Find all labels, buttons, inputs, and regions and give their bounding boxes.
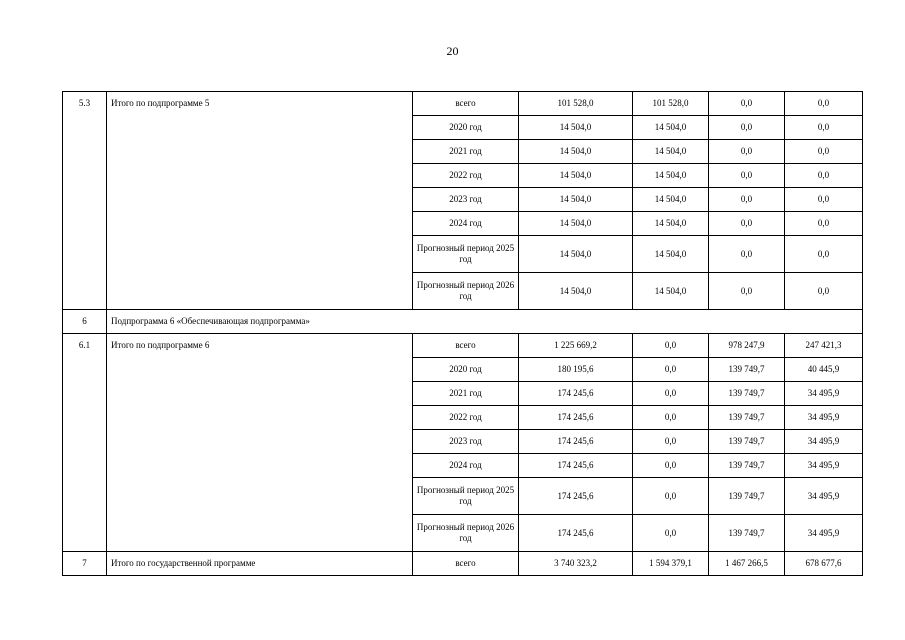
value-cell: 139 749,7 <box>709 406 785 430</box>
period-cell: 2020 год <box>413 358 519 382</box>
period-cell: Прогнозный период 2025 год <box>413 236 519 273</box>
total-cell: 14 504,0 <box>519 236 633 273</box>
value-cell: 0,0 <box>785 164 863 188</box>
value-cell: 0,0 <box>633 478 709 515</box>
total-cell: 14 504,0 <box>519 188 633 212</box>
period-cell: всего <box>413 552 519 576</box>
period-cell: 2022 год <box>413 406 519 430</box>
value-cell: 0,0 <box>709 164 785 188</box>
value-cell: 14 504,0 <box>633 273 709 310</box>
total-cell: 174 245,6 <box>519 515 633 552</box>
value-cell: 0,0 <box>709 212 785 236</box>
value-cell: 14 504,0 <box>633 212 709 236</box>
value-cell: 14 504,0 <box>633 116 709 140</box>
total-cell: 14 504,0 <box>519 212 633 236</box>
row-number: 6 <box>63 310 107 334</box>
value-cell: 1 594 379,1 <box>633 552 709 576</box>
value-cell: 34 495,9 <box>785 515 863 552</box>
row-name: Итого по подпрограмме 6 <box>107 334 413 552</box>
value-cell: 0,0 <box>633 382 709 406</box>
total-cell: 180 195,6 <box>519 358 633 382</box>
value-cell: 139 749,7 <box>709 430 785 454</box>
value-cell: 0,0 <box>633 430 709 454</box>
budget-table <box>62 91 863 576</box>
value-cell: 0,0 <box>785 212 863 236</box>
table-row <box>63 334 863 358</box>
value-cell: 247 421,3 <box>785 334 863 358</box>
total-cell: 14 504,0 <box>519 116 633 140</box>
value-cell: 0,0 <box>785 236 863 273</box>
value-cell: 34 495,9 <box>785 478 863 515</box>
row-name: Итого по государственной программе <box>107 552 413 576</box>
total-cell: 14 504,0 <box>519 164 633 188</box>
total-cell: 14 504,0 <box>519 273 633 310</box>
value-cell: 1 467 266,5 <box>709 552 785 576</box>
period-cell: 2024 год <box>413 454 519 478</box>
period-cell: всего <box>413 334 519 358</box>
value-cell: 139 749,7 <box>709 515 785 552</box>
section-header-row <box>63 310 863 334</box>
total-cell: 1 225 669,2 <box>519 334 633 358</box>
period-cell: 2021 год <box>413 382 519 406</box>
section-title: Подпрограмма 6 «Обеспечивающая подпрограмма» <box>107 310 863 334</box>
value-cell: 0,0 <box>633 334 709 358</box>
period-cell: 2023 год <box>413 430 519 454</box>
value-cell: 14 504,0 <box>633 140 709 164</box>
value-cell: 0,0 <box>709 116 785 140</box>
value-cell: 0,0 <box>709 236 785 273</box>
value-cell: 0,0 <box>785 92 863 116</box>
value-cell: 978 247,9 <box>709 334 785 358</box>
page-number: 20 <box>446 44 459 58</box>
period-cell: Прогнозный период 2026 год <box>413 515 519 552</box>
value-cell: 0,0 <box>785 273 863 310</box>
value-cell: 0,0 <box>633 358 709 382</box>
period-cell: 2020 год <box>413 116 519 140</box>
row-number: 5.3 <box>63 92 107 310</box>
table-row <box>63 92 863 116</box>
value-cell: 0,0 <box>709 92 785 116</box>
value-cell: 40 445,9 <box>785 358 863 382</box>
row-number: 7 <box>63 552 107 576</box>
row-name: Итого по подпрограмме 5 <box>107 92 413 310</box>
value-cell: 14 504,0 <box>633 188 709 212</box>
total-cell: 3 740 323,2 <box>519 552 633 576</box>
value-cell: 14 504,0 <box>633 236 709 273</box>
value-cell: 0,0 <box>785 140 863 164</box>
value-cell: 34 495,9 <box>785 406 863 430</box>
value-cell: 0,0 <box>709 188 785 212</box>
total-cell: 14 504,0 <box>519 140 633 164</box>
value-cell: 0,0 <box>633 406 709 430</box>
value-cell: 14 504,0 <box>633 164 709 188</box>
value-cell: 139 749,7 <box>709 478 785 515</box>
period-cell: 2024 год <box>413 212 519 236</box>
value-cell: 678 677,6 <box>785 552 863 576</box>
value-cell: 139 749,7 <box>709 454 785 478</box>
value-cell: 101 528,0 <box>633 92 709 116</box>
total-cell: 101 528,0 <box>519 92 633 116</box>
value-cell: 34 495,9 <box>785 430 863 454</box>
row-number: 6.1 <box>63 334 107 552</box>
total-cell: 174 245,6 <box>519 454 633 478</box>
period-cell: 2023 год <box>413 188 519 212</box>
value-cell: 0,0 <box>785 188 863 212</box>
value-cell: 0,0 <box>633 454 709 478</box>
total-cell: 174 245,6 <box>519 430 633 454</box>
value-cell: 34 495,9 <box>785 454 863 478</box>
period-cell: Прогнозный период 2026 год <box>413 273 519 310</box>
period-cell: всего <box>413 92 519 116</box>
value-cell: 0,0 <box>709 140 785 164</box>
total-cell: 174 245,6 <box>519 478 633 515</box>
period-cell: 2022 год <box>413 164 519 188</box>
total-cell: 174 245,6 <box>519 406 633 430</box>
period-cell: 2021 год <box>413 140 519 164</box>
value-cell: 139 749,7 <box>709 358 785 382</box>
period-cell: Прогнозный период 2025 год <box>413 478 519 515</box>
value-cell: 0,0 <box>785 116 863 140</box>
value-cell: 139 749,7 <box>709 382 785 406</box>
value-cell: 0,0 <box>633 515 709 552</box>
value-cell: 0,0 <box>709 273 785 310</box>
total-cell: 174 245,6 <box>519 382 633 406</box>
value-cell: 34 495,9 <box>785 382 863 406</box>
grand-total-row <box>63 552 863 576</box>
